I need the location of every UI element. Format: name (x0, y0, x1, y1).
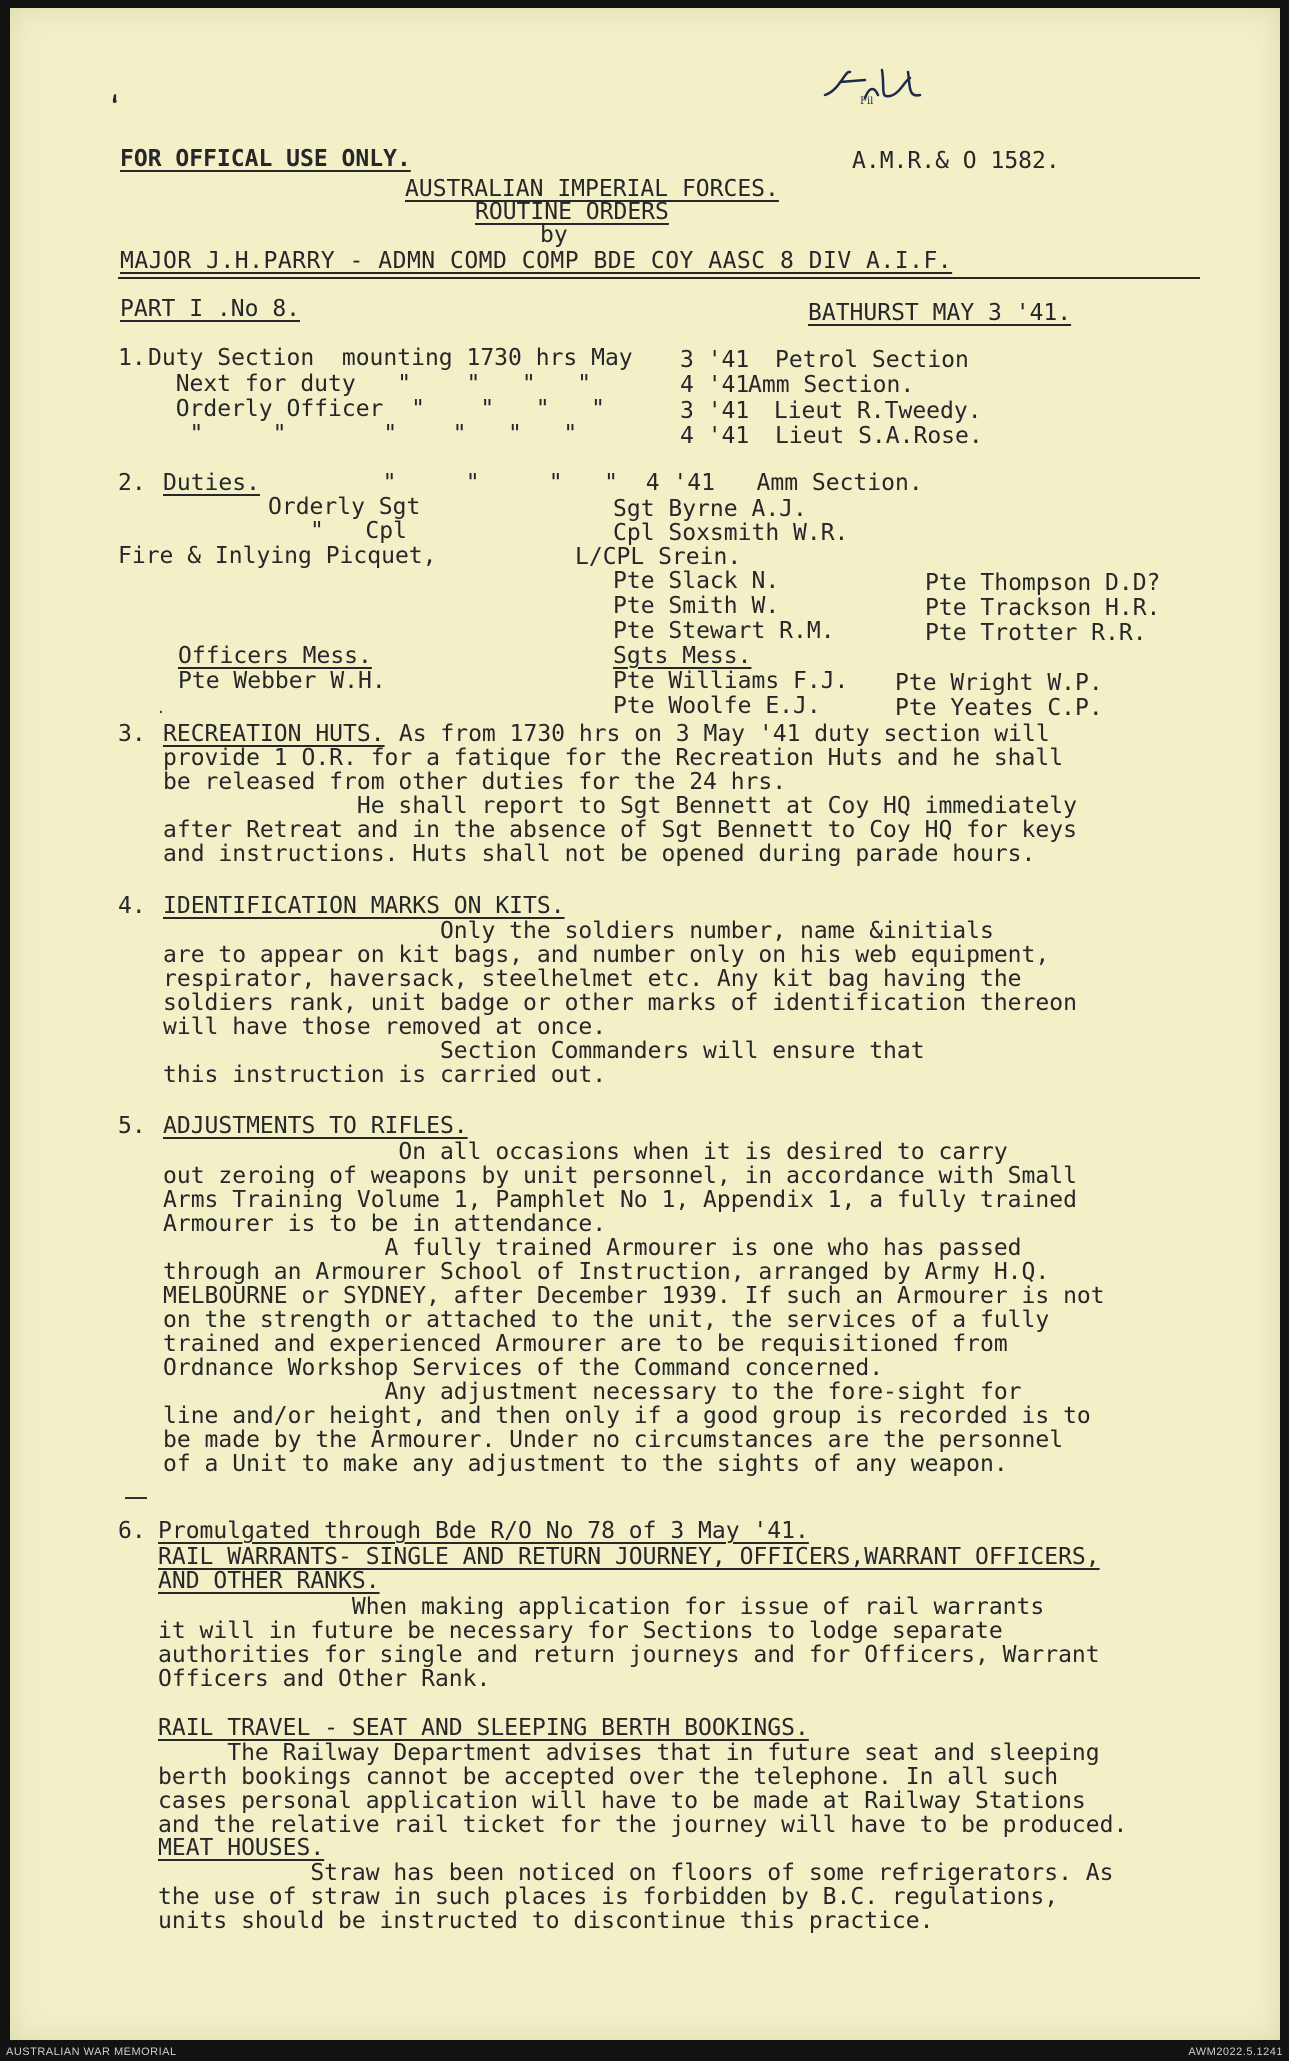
section1-row3-label: Orderly Officer " " " " (148, 396, 605, 422)
section3-heading: RECREATION HUTS. (163, 721, 385, 747)
section1-row1-date: 3 '41 (680, 347, 750, 373)
section5-number: 5. (118, 1113, 146, 1139)
title-by: by (540, 222, 568, 248)
section4-line-1: Only the soldiers number, name &initials (163, 918, 994, 944)
sgts-mess-left-2: Pte Woolfe E.J. (613, 693, 821, 719)
section1-row2-label: Next for duty " " " " (148, 371, 592, 397)
section4-line-3: respirator, haversack, steelhelmet etc. Any kit bag having the (163, 966, 1022, 992)
picquet-right-2: Pte Trackson H.R. (925, 595, 1161, 621)
sgts-mess-right-1: Pte Wright W.P. (895, 670, 1103, 696)
section1-number: 1. (118, 345, 146, 371)
section6-c-line-2: the use of straw in such places is forbidden by B.C. regulations, (158, 1884, 1059, 1910)
section6-a-line-3: authorities for single and return journeys and for Officers, Warrant (158, 1642, 1100, 1668)
section6-b-line-3: cases personal application will have to be made at Railway Stations (158, 1788, 1086, 1814)
section1-row3-date: 3 '41 (680, 398, 750, 424)
section6-heading-a2: AND OTHER RANKS. (158, 1568, 380, 1594)
picquet-left-3: Pte Stewart R.M. (613, 618, 835, 644)
section2-heading-tail: " " " " 4 '41 Amm Section. (258, 470, 923, 496)
section1-row3-detail: Lieut R.Tweedy. (760, 398, 982, 424)
title-line-1: AUSTRALIAN IMPERIAL FORCES. (405, 176, 779, 202)
picquet-left-1: Pte Slack N. (613, 568, 780, 594)
official-use-label: FOR OFFICAL USE ONLY. (120, 146, 411, 172)
place-date: BATHURST MAY 3 '41. (808, 300, 1072, 326)
ref-number: A.M.R.& O 1582. (852, 148, 1060, 174)
section6-c-line-1: Straw has been noticed on floors of some refrigerators. As (158, 1860, 1114, 1886)
section4-number: 4. (118, 893, 146, 919)
section4-line-5: will have those removed at once. (163, 1014, 607, 1040)
section6-b-line-1: The Railway Department advises that in future seat and sleeping (158, 1740, 1100, 1766)
section6-c-line-3: units should be instructed to discontinue this practice. (158, 1908, 934, 1934)
issuer-line: MAJOR J.H.PARRY - ADMN COMD COMP BDE COY AASC 8 DIV A.I.F. (120, 248, 953, 274)
section5-line-7: MELBOURNE or SYDNEY, after December 1939. If such an Armourer is not (163, 1283, 1105, 1309)
section6-heading-b: RAIL TRAVEL - SEAT AND SLEEPING BERTH BOOKINGS. (158, 1715, 809, 1741)
section6-a-line-4: Officers and Other Rank. (158, 1666, 491, 1692)
officers-mess-name: Pte Webber W.H. (178, 668, 386, 694)
picquet-left-2: Pte Smith W. (613, 593, 780, 619)
section6-a-line-2: it will in future be necessary for Sections to lodge separate (158, 1618, 1003, 1644)
orderly-cpl: Cpl Soxsmith W.R. (613, 520, 849, 546)
section6-number: 6. (118, 1518, 146, 1544)
section5-heading: ADJUSTMENTS TO RIFLES. (163, 1113, 468, 1139)
handwritten-annotation (820, 60, 950, 110)
orderly-sgt: Sgt Byrne A.J. (613, 496, 807, 522)
section5-line-11: Any adjustment necessary to the fore-sight for (163, 1379, 1022, 1405)
section3-line-1: As from 1730 hrs on 3 May '41 duty section will (385, 721, 1050, 747)
section4-heading: IDENTIFICATION MARKS ON KITS. (163, 893, 565, 919)
picquet-right-1: Pte Thompson D.D? (925, 570, 1161, 596)
margin-mark (125, 1497, 147, 1499)
section6-a-line-1: When making application for issue of rail warrants (158, 1594, 1045, 1620)
picquet-label: Fire & Inlying Picquet, (118, 543, 437, 569)
title-line-2: ROUTINE ORDERS (475, 199, 669, 225)
section6-promulgated: Promulgated through Bde R/O No 78 of 3 May '41. (158, 1518, 809, 1544)
section1-row4-detail: Lieut S.A.Rose. (775, 423, 983, 449)
section6-b-line-2: berth bookings cannot be accepted over the telephone. In all such (158, 1764, 1059, 1790)
section3-line-5: after Retreat and in the absence of Sgt Bennett to Coy HQ for keys (163, 817, 1077, 843)
sgts-mess-label: Sgts Mess. (613, 643, 752, 669)
section4-line-7: this instruction is carried out. (163, 1062, 607, 1088)
section5-line-5: A fully trained Armourer is one who has passed (163, 1235, 1022, 1261)
tick-mark: ‘ (107, 87, 128, 129)
section5-line-14: of a Unit to make any adjustment to the sights of any weapon. (163, 1451, 1008, 1477)
sgts-mess-right-2: Pte Yeates C.P. (895, 695, 1103, 721)
section1-row4-label: " " " " " " (148, 421, 578, 447)
section5-line-2: out zeroing of weapons by unit personnel, in accordance with Small (163, 1163, 1077, 1189)
part-number: PART I .No 8. (120, 296, 301, 322)
section1-row1-detail: Petrol Section (775, 347, 969, 373)
section4-line-4: soldiers rank, unit badge or other marks of identification thereon (163, 990, 1077, 1016)
section3-line-2: provide 1 O.R. for a fatique for the Recreation Huts and he shall (163, 745, 1064, 771)
section1-row1-label: Duty Section mounting 1730 hrs May (148, 345, 633, 371)
officers-mess-label: Officers Mess. (178, 643, 372, 669)
section5-line-3: Arms Training Volume 1, Pamphlet No 1, Appendix 1, a fully trained (163, 1187, 1077, 1213)
section4-line-2: are to appear on kit bags, and number only on his web equipment, (163, 942, 1050, 968)
section1-row2-date: 4 '41 (680, 372, 750, 398)
section5-line-9: trained and experienced Armourer are to be requisitioned from (163, 1331, 1008, 1357)
section2-number: 2. (118, 470, 146, 496)
section5-line-12: line and/or height, and then only if a good group is recorded is to (163, 1403, 1091, 1429)
handwritten-note-text: Fil (860, 96, 874, 107)
footer-id: AWM2022.5.1241 (1188, 2046, 1283, 2058)
section3-number: 3. (118, 721, 146, 747)
section5-line-8: on the strength or attached to the unit, the services of a fully (163, 1307, 1050, 1333)
section5-line-10: Ordnance Workshop Services of the Command concerned. (163, 1355, 884, 1381)
section3-line-6: and instructions. Huts shall not be opened during parade hours. (163, 841, 1036, 867)
picquet-lcpl: L/CPL Srein. (575, 544, 742, 570)
section6-b-line-4: and the relative rail ticket for the journey will have to be produced. (158, 1812, 1128, 1838)
section1-row2-detail: Amm Section. (748, 372, 915, 398)
margin-dot: . (158, 697, 164, 718)
header-rule (118, 277, 1200, 279)
section3-line-3: be released from other duties for the 24 hrs. (163, 769, 787, 795)
section2-heading: Duties. (163, 470, 260, 496)
section5-line-13: be made by the Armourer. Under no circumstances are the personnel (163, 1427, 1064, 1453)
section6-heading-c: MEAT HOUSES. (158, 1835, 325, 1861)
section5-line-6: through an Armourer School of Instruction, arranged by Army H.Q. (163, 1259, 1050, 1285)
section5-line-4: Armourer is to be in attendance. (163, 1211, 607, 1237)
section1-row4-date: 4 '41 (680, 423, 750, 449)
section4-line-6: Section Commanders will ensure that (163, 1038, 925, 1064)
section5-line-1: On all occasions when it is desired to carry (163, 1139, 1008, 1165)
picquet-right-3: Pte Trotter R.R. (925, 620, 1147, 646)
footer-source: AUSTRALIAN WAR MEMORIAL (6, 2046, 177, 2058)
section6-heading-a1: RAIL WARRANTS- SINGLE AND RETURN JOURNEY, OFFICERS,WARRANT OFFICERS, (158, 1544, 1100, 1570)
orderly-cpl-label: " Cpl (310, 518, 407, 544)
section3-line-4: He shall report to Sgt Bennett at Coy HQ immediately (163, 793, 1077, 819)
orderly-sgt-label: Orderly Sgt (268, 494, 421, 520)
sgts-mess-left-1: Pte Williams F.J. (613, 668, 849, 694)
